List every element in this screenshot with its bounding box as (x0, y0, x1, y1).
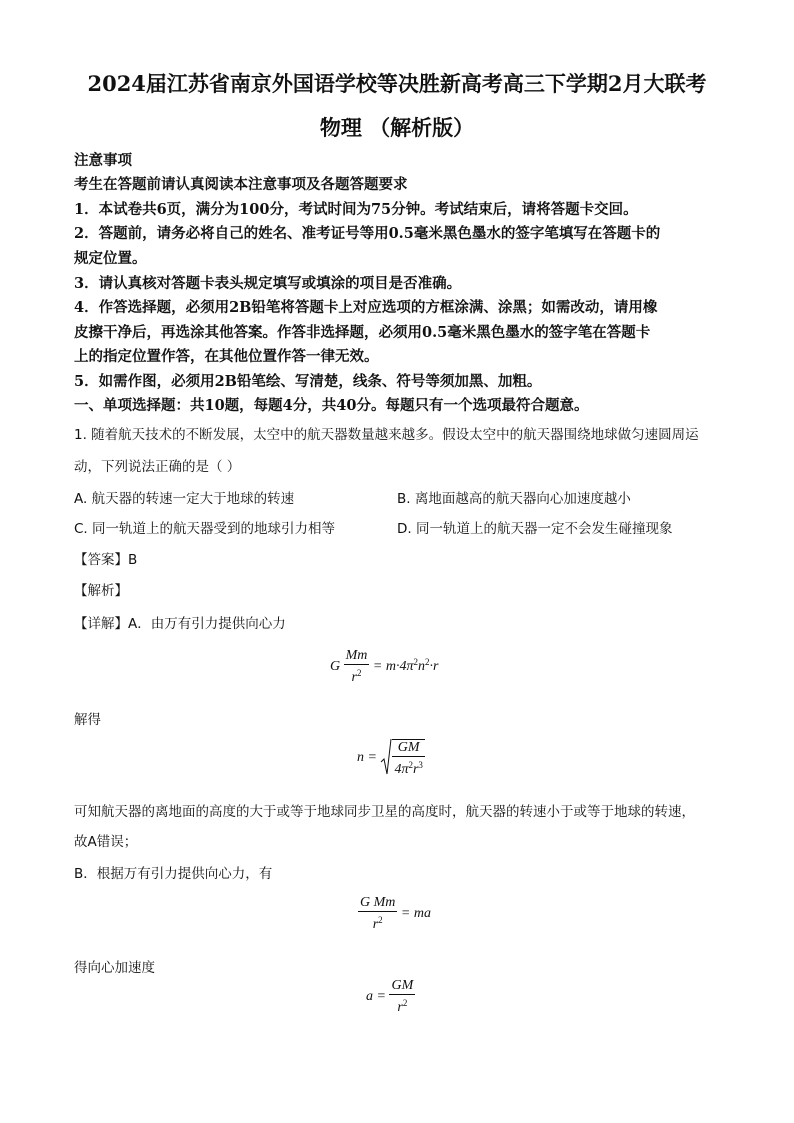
formula-gravity-acceleration (358, 895, 431, 933)
formula-numerator: GM (391, 978, 414, 993)
detail-a-text: A．由万有引力提供向心力 (128, 616, 286, 632)
formula-rotation-speed (357, 738, 425, 778)
notice-item: 规定位置。 (74, 250, 147, 267)
radical-sign-icon (380, 738, 392, 778)
question-stem: 动，下列说法正确的是（ ） (74, 459, 241, 475)
formula-gravity-rotation: G $\frac{Mm}{r^2}$ = $m\cdot 4\pi^2n^2\cdot r$ (330, 648, 439, 685)
formula-fraction (344, 648, 370, 686)
formula-fraction (358, 895, 397, 933)
conclusion-line: 故A错误； (74, 834, 138, 850)
notice-item: 上的指定位置作答，在其他位置作答一律无效。 (74, 348, 379, 365)
sqrt-symbol (380, 738, 424, 778)
formula-rhs-r: ·r (429, 659, 439, 675)
formula-acceleration (366, 978, 415, 1016)
formula-denominator: $r^2$ (351, 668, 362, 685)
notice-heading: 注意事项 (74, 152, 132, 169)
notice-item: 4．作答选择题，必须用2B铅笔将答题卡上对应选项的方框涂满、涂黑；如需改动，请用橡 (74, 299, 658, 316)
question-stem: 1. 随着航天技术的不断发展，太空中的航天器数量越来越多。假设太空中的航天器围绕地球做匀速圆周运 (74, 427, 699, 443)
conclusion-line: 可知航天器的离地面的高度的大于或等于地球同步卫星的高度时，航天器的转速小于或等于地球的转速， (74, 804, 695, 820)
formula-numerator: Mm (345, 648, 368, 663)
formula-rhs-n: n (417, 659, 425, 675)
detail-label: 【详解】 (74, 616, 128, 632)
formula-symbol: G (330, 659, 341, 675)
formula-rhs: = m·4π (372, 659, 414, 675)
formula-numerator: GM (392, 740, 424, 757)
b-text: B．根据万有引力提供向心力，有 (74, 866, 273, 882)
notice-item: 皮擦干净后，再选涂其他答案。作答非选择题，必须用0.5毫米黑色墨水的签字笔在答题卡 (74, 324, 651, 341)
formula-lhs: a = (366, 989, 386, 1005)
formula-fraction (389, 978, 415, 1016)
option-b: B. 离地面越高的航天器向心加速度越小 (397, 491, 631, 507)
notice-item: 1．本试卷共6页，满分为100分，考试时间为75分钟。考试结束后，请将答题卡交回。 (74, 201, 638, 218)
formula-fraction (392, 739, 424, 778)
option-a: A. 航天器的转速一定大于地球的转速 (74, 491, 295, 507)
accel-text: 得向心加速度 (74, 960, 155, 976)
analysis-label: 【解析】 (74, 583, 128, 599)
notice-intro: 考生在答题前请认真阅读本注意事项及各题答题要求 (74, 176, 408, 193)
notice-item: 2．答题前，请务必将自己的姓名、准考证号等用0.5毫米黑色墨水的签字笔填写在答题卡的 (74, 225, 661, 242)
answer-label: 【答案】 (74, 552, 128, 568)
option-d: D. 同一轨道上的航天器一定不会发生碰撞现象 (397, 521, 673, 537)
formula-denominator: $r^2$ (397, 998, 408, 1015)
option-c: C. 同一轨道上的航天器受到的地球引力相等 (74, 521, 336, 537)
formula-rhs: = ma (400, 906, 431, 922)
notice-item: 5．如需作图，必须用2B铅笔绘、写清楚，线条、符号等须加黑、加粗。 (74, 373, 542, 390)
formula-lhs: n = (357, 750, 377, 766)
solve-text: 解得 (74, 712, 101, 728)
formula-numerator: G Mm (360, 895, 396, 910)
answer-line (74, 548, 137, 568)
detail-line (74, 612, 286, 632)
formula-denominator: $r^2$ (372, 915, 383, 932)
formula-denominator: $4\pi^2r^3$ (394, 759, 423, 777)
notice-item: 3．请认真核对答题卡表头规定填写或填涂的项目是否准确。 (74, 275, 462, 292)
section-heading: 一、单项选择题：共10题，每题4分，共40分。每题只有一个选项最符合题意。 (74, 397, 589, 414)
document-subtitle: 物理 （解析版） (319, 115, 475, 140)
answer-value: B (128, 552, 138, 568)
document-title: 2024届江苏省南京外国语学校等决胜新高考高三下学期2月大联考 (87, 71, 707, 96)
